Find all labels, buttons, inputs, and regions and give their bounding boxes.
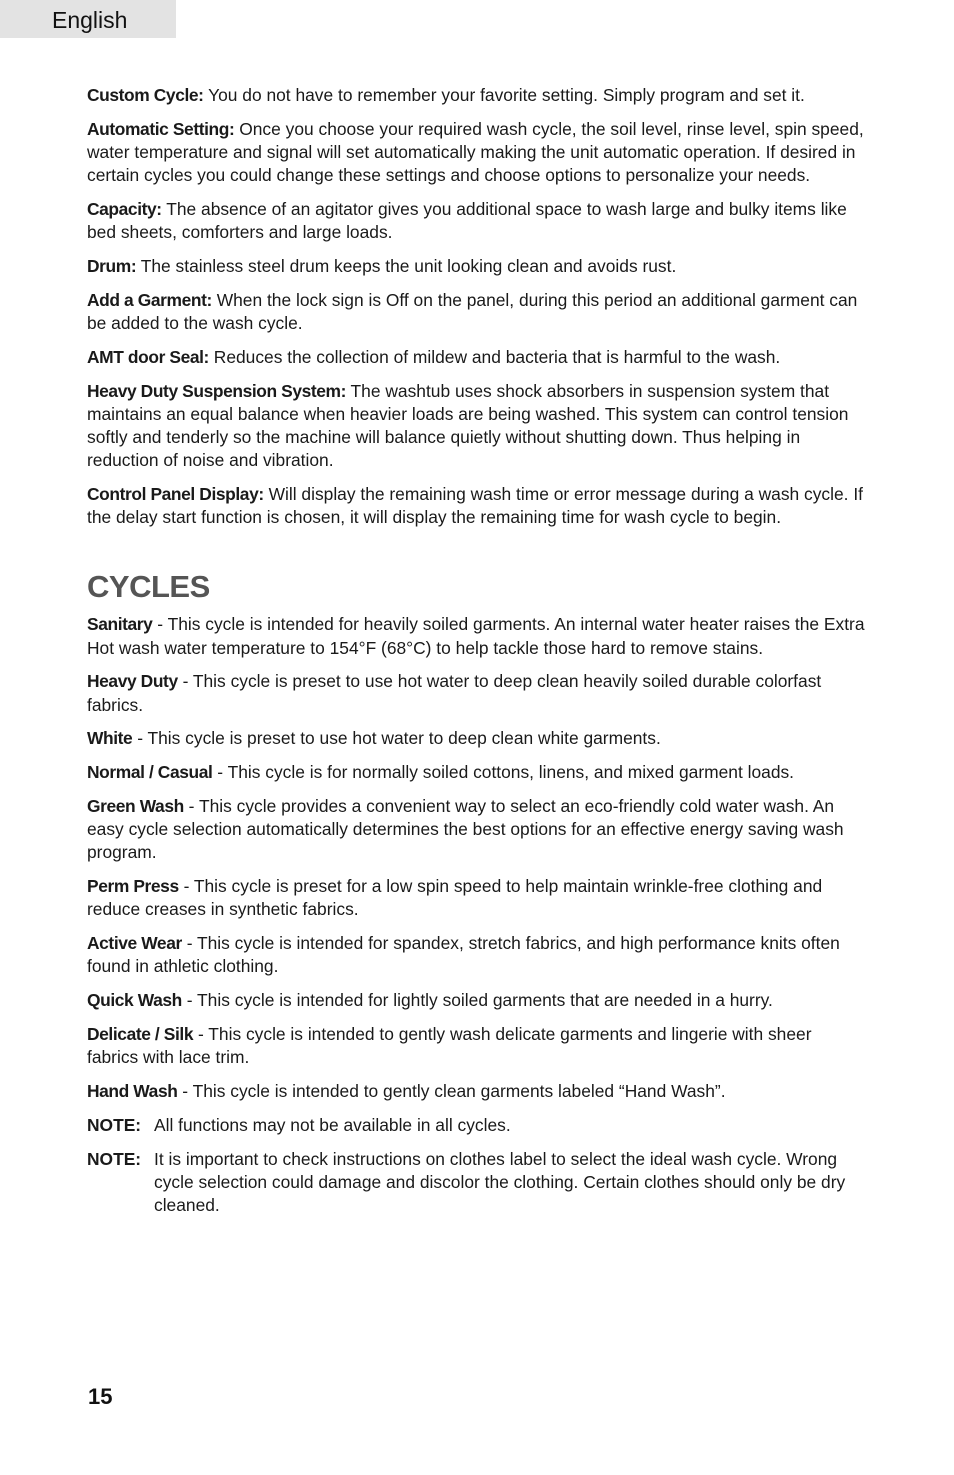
feature-text: When the lock sign is Off on the panel, during this period an additional garment can be added to the wash cycle. [87, 289, 858, 333]
cycle-quick-wash [87, 989, 867, 1012]
feature-text: The washtub uses shock absorbers in suspension system that maintains an equal balance when heavier loads are being washed. This system can control tension softly and tenderly so the machine will balance quietly without shutting down. Thus helping in reduction of noise and vibration. [87, 380, 849, 471]
cycle-term: Green Wash [87, 796, 184, 816]
feature-text: Once you choose your required wash cycle, the soil level, rinse level, spin speed, water temperature and signal will set automatically making the unit automatic operation. If desired in certain cycles you could change these settings and choose options to personalize your needs. [87, 118, 864, 186]
cycle-term: Quick Wash [87, 990, 182, 1011]
note-check-label [87, 1148, 867, 1218]
feature-add-garment [87, 289, 867, 335]
language-tab: English [0, 0, 176, 38]
note-text: All functions may not be available in all cycles. [154, 1114, 511, 1135]
note-label: NOTE: [87, 1148, 142, 1169]
page-number: 15 [88, 1384, 113, 1409]
feature-term: Custom Cycle: [87, 85, 204, 105]
manual-content [87, 84, 867, 1228]
feature-term: Automatic Setting: [87, 118, 235, 139]
cycle-term: Delicate / Silk [87, 1024, 194, 1044]
cycle-text: - This cycle is preset for a low spin speed to help maintain wrinkle-free clothing and reduce creases in synthetic fabrics. [87, 876, 823, 920]
feature-drum [87, 255, 867, 278]
section-title-cycles: CYCLES [87, 569, 210, 605]
cycle-term: Sanitary [87, 614, 153, 635]
feature-text: You do not have to remember your favorite setting. Simply program and set it. [208, 85, 805, 105]
feature-term: Capacity: [87, 199, 162, 219]
note-text: It is important to check instructions on clothes label to select the ideal wash cycle. Wrong cycle selection could damage and discolor the clothing. Certain clothes should only be dry cleaned. [154, 1148, 846, 1215]
cycle-text: - This cycle is intended for lightly soiled garments that are needed in a hurry. [186, 990, 773, 1011]
cycle-text: - This cycle is intended to gently wash delicate garments and lingerie with sheer fabrics with lace trim. [87, 1024, 812, 1068]
feature-term: Drum: [87, 256, 137, 276]
cycle-term: Perm Press [87, 876, 179, 897]
feature-term: Control Panel Display: [87, 484, 264, 504]
feature-capacity [87, 198, 867, 244]
cycle-text: - This cycle is preset to use hot water to deep clean heavily soiled durable colorfast fabrics. [87, 671, 822, 715]
note-label: NOTE: [87, 1114, 142, 1135]
cycle-term: White [87, 728, 133, 749]
feature-term: Heavy Duty Suspension System: [87, 380, 347, 401]
feature-text: Reduces the collection of mildew and bacteria that is harmful to the wash. [213, 346, 781, 367]
note-availability [87, 1114, 867, 1137]
cycle-text: - This cycle provides a convenient way to select an eco-friendly cold water wash. An easy cycle selection automatically determines the best options for an effective energy saving wash program. [87, 796, 844, 863]
feature-term: Add a Garment: [87, 289, 212, 310]
cycle-text: - This cycle is intended for spandex, stretch fabrics, and high performance knits often found in athletic clothing. [87, 933, 840, 977]
cycle-text: - This cycle is intended to gently clean garments labeled “Hand Wash”. [182, 1081, 726, 1101]
cycle-term: Normal / Casual [87, 762, 213, 783]
cycle-perm-press [87, 875, 867, 921]
cycle-green-wash [87, 795, 867, 865]
feature-term: AMT door Seal: [87, 346, 209, 367]
feature-text: Will display the remaining wash time or error message during a wash cycle. If the delay start function is chosen, it will display the remaining time for wash cycle to begin. [87, 484, 863, 528]
cycle-heavy-duty [87, 670, 867, 716]
feature-amt-door-seal [87, 346, 867, 369]
cycle-text: - This cycle is for normally soiled cottons, linens, and mixed garment loads. [217, 762, 795, 783]
cycle-delicate-silk [87, 1023, 867, 1069]
cycle-normal-casual [87, 761, 867, 784]
cycle-text: - This cycle is intended for heavily soiled garments. An internal water heater raises the Extra Hot wash water temperature to 154°F (68°C) to help tackle those hard to remove stains. [87, 614, 865, 658]
cycle-term: Hand Wash [87, 1081, 178, 1101]
cycle-active-wear [87, 932, 867, 978]
feature-suspension-system [87, 380, 867, 473]
feature-text: The stainless steel drum keeps the unit looking clean and avoids rust. [140, 256, 677, 276]
cycle-term: Heavy Duty [87, 671, 178, 692]
cycle-term: Active Wear [87, 933, 182, 954]
cycle-sanitary [87, 613, 867, 659]
cycle-hand-wash [87, 1080, 867, 1103]
feature-automatic-setting [87, 118, 867, 188]
feature-custom-cycle [87, 84, 867, 107]
feature-control-panel-display [87, 483, 867, 529]
cycle-text: - This cycle is preset to use hot water to deep clean white garments. [137, 728, 661, 749]
cycle-white [87, 727, 867, 750]
feature-text: The absence of an agitator gives you additional space to wash large and bulky items like bed sheets, comforters and large loads. [87, 199, 847, 243]
